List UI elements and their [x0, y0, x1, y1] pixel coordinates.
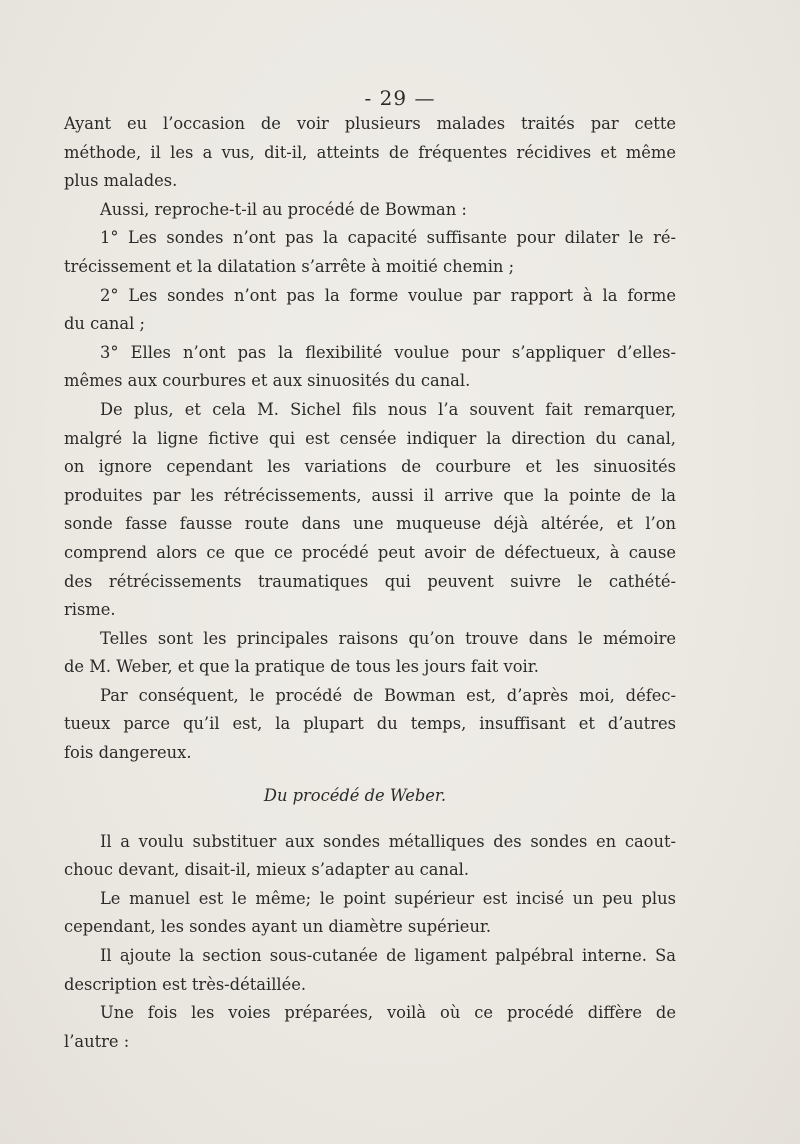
text-line: malgré la ligne fictive qui est censée indiquer la direction du canal, [64, 428, 676, 448]
text-line: Il a voulu substituer aux sondes métalliques des sondes en caout- [100, 831, 676, 851]
text-line: tueux parce qu’il est, la plupart du temps, insuffisant et d’autres [64, 714, 676, 734]
text-line: Par conséquent, le procédé de Bowman est, d’après moi, défec- [100, 685, 676, 705]
body-text [64, 110, 676, 1056]
text-line: fois dangereux. [64, 743, 192, 763]
text-line: du canal ; [64, 314, 145, 334]
text-line: l’autre : [64, 1031, 130, 1051]
text-line: on ignore cependant les variations de courbure et les sinuosités [64, 457, 676, 477]
text-line: description est très-détaillée. [64, 974, 307, 994]
text-line: méthode, il les a vus, dit-il, atteints de fréquentes récidives et même [64, 142, 676, 162]
text-line: Aussi, reproche-t-il au procédé de Bowman : [100, 199, 467, 219]
text-line: Une fois les voies préparées, voilà où ce procédé diffère de [100, 1003, 676, 1023]
text-line: De plus, et cela M. Sichel fils nous l’a souvent fait remarquer, [100, 399, 676, 419]
text-line: Telles sont les principales raisons qu’on trouve dans le mémoire [100, 628, 676, 648]
section-heading: Du procédé de Weber. [263, 785, 447, 805]
text-line: risme. [64, 600, 116, 620]
text-line: Le manuel est le même; le point supérieur est incisé un peu plus [100, 888, 676, 908]
text-line: plus malades. [64, 171, 178, 191]
page-number: - 29 — [364, 86, 436, 110]
text-line: chouc devant, disait-il, mieux s’adapter au canal. [64, 860, 470, 880]
text-line: Ayant eu l’occasion de voir plusieurs malades traités par cette [64, 114, 676, 133]
text-line: 1° Les sondes n’ont pas la capacité suffisante pour dilater le ré- [100, 228, 676, 248]
text-line: comprend alors ce que ce procédé peut avoir de défectueux, à cause [64, 542, 676, 562]
text-line: de M. Weber, et que la pratique de tous les jours fait voir. [64, 657, 539, 677]
text-line: 2° Les sondes n’ont pas la forme voulue par rapport à la forme [100, 285, 676, 305]
text-line: cependant, les sondes ayant un diamètre supérieur. [64, 917, 492, 937]
text-line: des rétrécissements traumatiques qui peuvent suivre le cathété- [64, 571, 676, 591]
text-line: produites par les rétrécissements, aussi il arrive que la pointe de la [64, 485, 676, 505]
text-line: 3° Elles n’ont pas la flexibilité voulue pour s’appliquer d’elles- [100, 342, 676, 362]
text-line: trécissement et la dilatation s’arrête à moitié chemin ; [64, 256, 515, 276]
text-line: Il ajoute la section sous-cutanée de ligament palpébral interne. Sa [100, 946, 676, 966]
text-line: sonde fasse fausse route dans une muqueuse déjà altérée, et l’on [64, 514, 676, 534]
text-line: mêmes aux courbures et aux sinuosités du canal. [64, 371, 471, 391]
